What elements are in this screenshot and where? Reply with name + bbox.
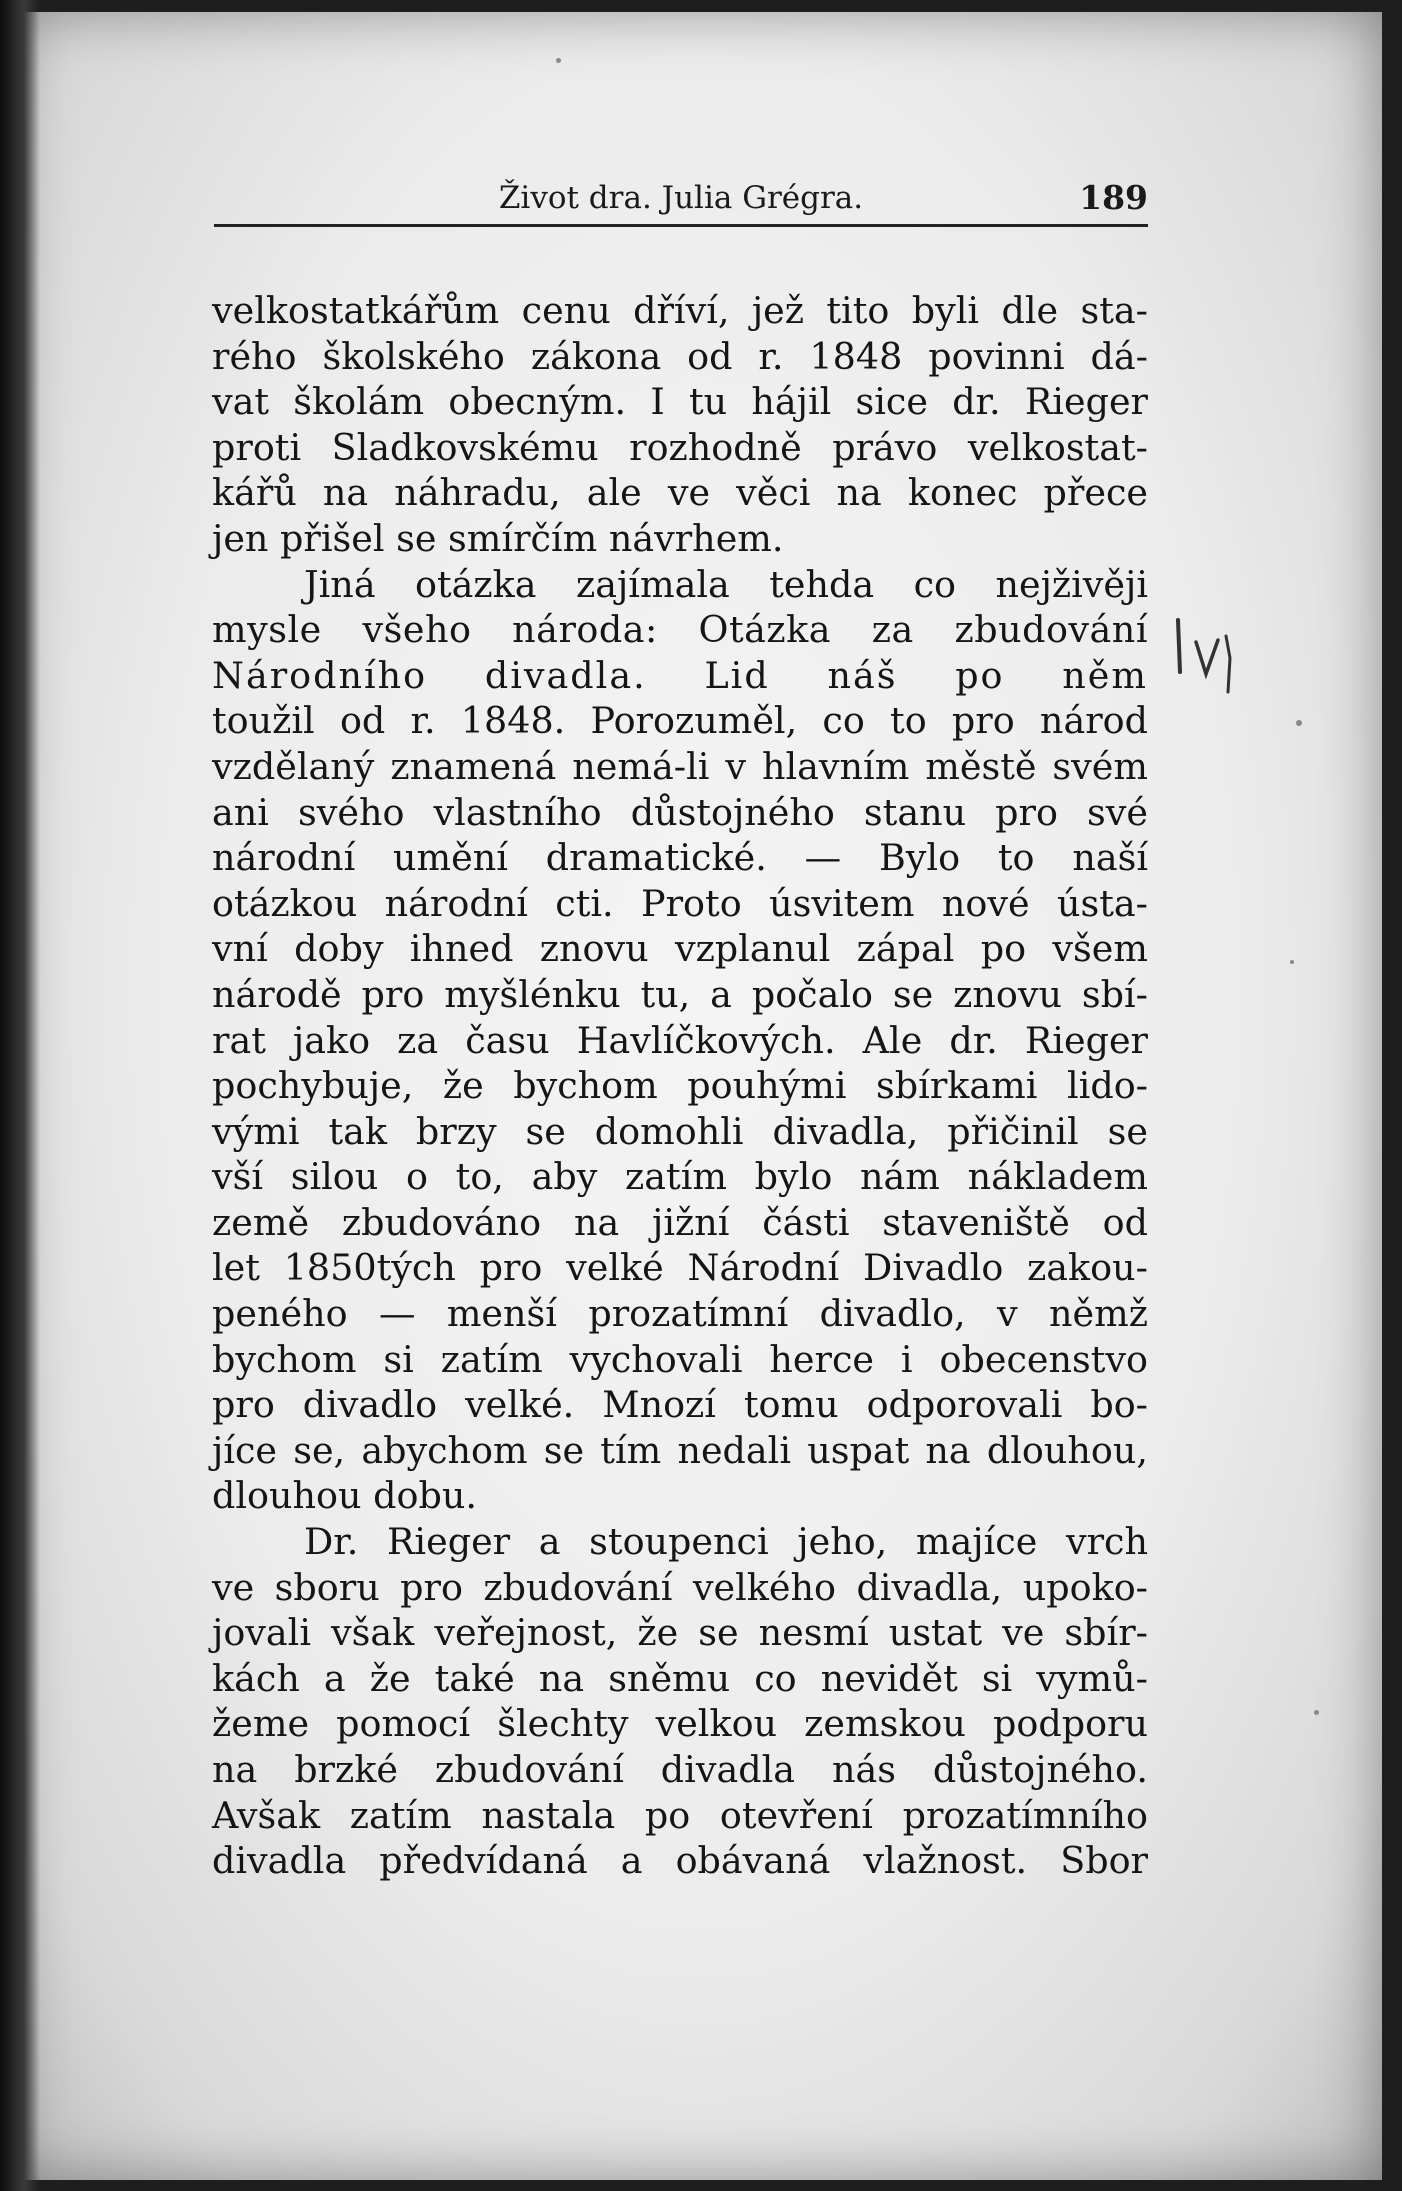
text-line: toužil od r. 1848. Porozuměl, co to pro národ xyxy=(212,699,1148,743)
text-line: kách a že také na sněmu co nevidět si vymů- xyxy=(212,1656,1148,1700)
text-line: na brzké zbudování divadla nás důstojného. xyxy=(212,1748,1148,1791)
text-line: otázkou národní cti. Proto úsvitem nové ústa- xyxy=(212,881,1148,925)
text-line: divadla předvídaná a obávaná vlažnost. Sbor xyxy=(212,1839,1148,1883)
text-line: vší silou o to, aby zatím bylo nám nákladem xyxy=(212,1155,1148,1199)
text-line: peného — menší prozatímní divadlo, v němž xyxy=(212,1292,1148,1336)
scan-dust-speck xyxy=(1296,720,1302,726)
text-line: národě pro myšlénku tu, a počalo se znovu sbí- xyxy=(212,972,1148,1016)
text-line: vzdělaný znamená nemá-li v hlavním městě svém xyxy=(212,744,1148,788)
body-text xyxy=(212,288,1148,1884)
text-line: vní doby ihned znovu vzplanul zápal po všem xyxy=(212,927,1148,971)
text-line: žeme pomocí šlechty velkou zemskou podporu xyxy=(212,1702,1148,1746)
running-header-title: Život dra. Julia Grégra. xyxy=(498,180,864,216)
text-line: jen přišel se smírčím návrhem. xyxy=(212,516,784,560)
running-header xyxy=(214,178,1148,227)
text-line: Avšak zatím nastala po otevření prozatímního xyxy=(212,1793,1148,1837)
text-line: jovali však veřejnost, že se nesmí ustat ve sbír- xyxy=(212,1611,1148,1655)
text-line: let 1850tých pro velké Národní Divadlo zakou- xyxy=(212,1246,1148,1290)
book-spine-shadow xyxy=(0,0,40,2191)
text-line: vými tak brzy se domohli divadla, přičinil se xyxy=(212,1109,1148,1153)
text-line: kářů na náhradu, ale ve věci na konec přece xyxy=(212,471,1148,515)
text-line: velkostatkářům cenu dříví, jež tito byli dle sta- xyxy=(212,289,1148,332)
text-line: vat školám obecným. I tu hájil sice dr. Rieger xyxy=(212,380,1148,424)
paragraph-start-line: Jiná otázka zajímala tehda co nejživěji xyxy=(304,562,1148,606)
text-line: dlouhou dobu. xyxy=(212,1474,477,1518)
text-line: pro divadlo velké. Mnozí tomu odporovali bo- xyxy=(212,1383,1148,1427)
text-line: národní umění dramatické. — Bylo to naší xyxy=(212,836,1148,880)
text-line: rého školského zákona od r. 1848 povinni dá- xyxy=(212,334,1148,378)
paragraph-start-line: Dr. Rieger a stoupenci jeho, majíce vrch xyxy=(304,1520,1148,1564)
text-line: pochybuje, že bychom pouhými sbírkami lido- xyxy=(212,1064,1148,1108)
text-line: země zbudováno na jižní části staveniště od xyxy=(212,1200,1148,1244)
text-line: Národního divadla. Lid náš po něm xyxy=(212,653,1148,697)
scan-dust-speck xyxy=(556,58,561,63)
text-line: proti Sladkovskému rozhodně právo velkostat- xyxy=(212,425,1148,469)
handwritten-margin-note xyxy=(1168,612,1248,722)
text-line: rat jako za času Havlíčkových. Ale dr. Rieger xyxy=(212,1018,1148,1062)
text-line: jíce se, abychom se tím nedali uspat na dlouhou, xyxy=(212,1428,1148,1472)
scan-dust-speck xyxy=(1290,960,1294,964)
text-line: mysle všeho národa: Otázka za zbudování xyxy=(212,608,1148,652)
page-number: 189 xyxy=(1079,178,1148,217)
text-line: ve sboru pro zbudování velkého divadla, upoko- xyxy=(212,1565,1148,1609)
text-line: ani svého vlastního důstojného stanu pro své xyxy=(212,790,1148,834)
scan-dust-speck xyxy=(1314,1710,1319,1715)
text-line: bychom si zatím vychovali herce i obecenstvo xyxy=(212,1337,1148,1381)
